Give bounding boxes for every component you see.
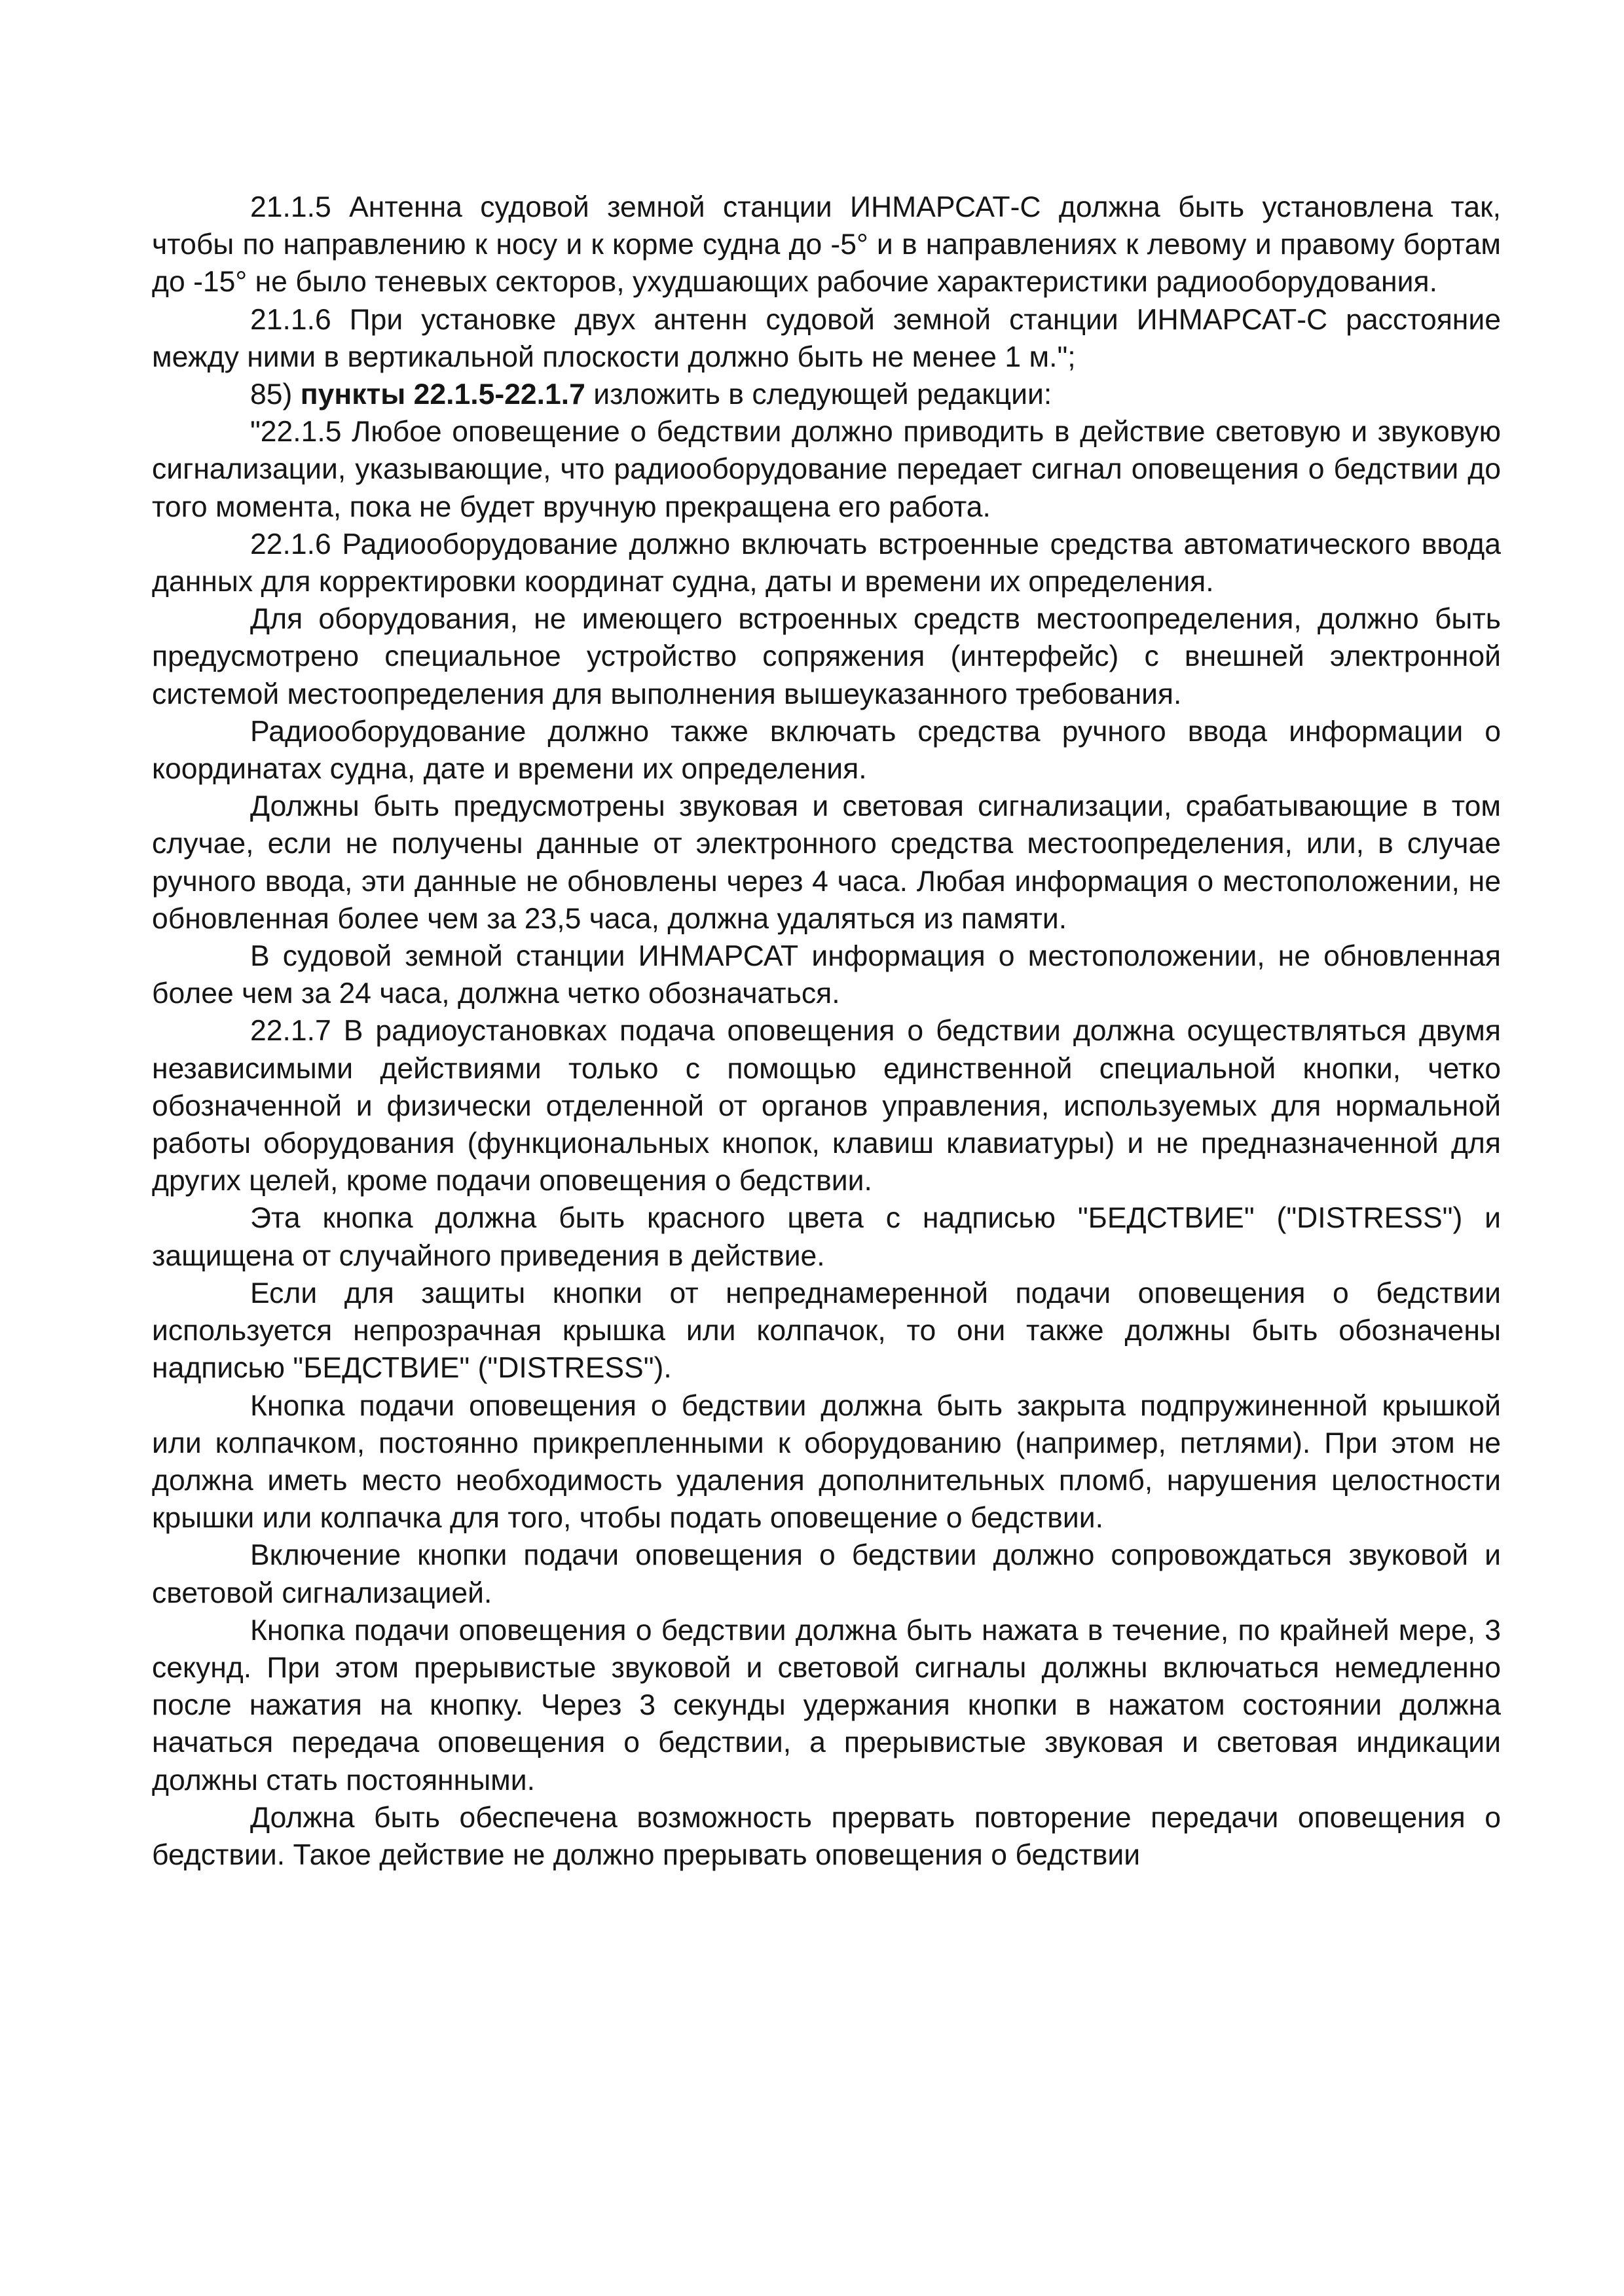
paragraph-inmarsat-position: В судовой земной станции ИНМАРСАТ информация о местоположении, не обновленная более чем за 24 часа, должна четко обозначаться. bbox=[152, 940, 1501, 1010]
paragraph-21-1-5: 21.1.5 Антенна судовой земной станции ИНМАРСАТ-С должна быть установлена так, чтобы по направлению к носу и к корме судна до -5° и в направлениях к левому и правому бортам до -15° не было теневых секторов, ухудшающих рабочие характеристики радиооборудования. bbox=[152, 191, 1501, 299]
amendment-85 bbox=[152, 376, 1501, 413]
opening-quote: " bbox=[250, 416, 261, 448]
paragraph-cover-label: Если для защиты кнопки от непреднамеренной подачи оповещения о бедствии используется непрозрачная крышка или колпачок, то они также должны быть обозначены надписью "БЕДСТВИЕ" ("DISTRESS"). bbox=[152, 1277, 1501, 1385]
paragraph-22-1-7: 22.1.7 В радиоустановках подача оповещения о бедствии должна осуществляться двумя независимыми действиями только с помощью единственной специальной кнопки, четко обозначенной и физически отделенной от органов управления, используемых для нормальной работы оборудования (функциональных кнопок, клавиш клавиатуры) и не предназначенной для других целей, кроме подачи оповещения о бедствии. bbox=[152, 1015, 1501, 1197]
paragraph-press-duration: Кнопка подачи оповещения о бедствии должна быть нажата в течение, по крайней мере, 3 секунд. При этом прерывистые звуковой и световой сигналы должны включаться немедленно после нажатия на кнопку. Через 3 секунды удержания кнопки в нажатом состоянии должна начаться передача оповещения о бедствии, а прерывистые звуковая и световая индикации должны стать постоянными. bbox=[152, 1614, 1501, 1796]
paragraph-red-button: Эта кнопка должна быть красного цвета с надписью "БЕДСТВИЕ" ("DISTRESS") и защищена от случайного приведения в действие. bbox=[152, 1202, 1501, 1272]
paragraph-21-1-6: 21.1.6 При установке двух антенн судовой земной станции ИНМАРСАТ-С расстояние между ними в вертикальной плоскости должно быть не менее 1 м."; bbox=[152, 303, 1501, 373]
amendment-instruction: изложить в следующей редакции: bbox=[593, 378, 1052, 411]
paragraph-manual-input: Радиооборудование должно также включать средства ручного ввода информации о координатах судна, дате и времени их определения. bbox=[152, 715, 1501, 786]
amendment-number: 85) bbox=[250, 378, 293, 411]
amendment-items-ref: пункты 22.1.5-22.1.7 bbox=[300, 378, 585, 411]
paragraph-22-1-5-text: 22.1.5 Любое оповещение о бедствии должно приводить в действие световую и звуковую сигнализации, указывающие, что радиооборудование передает сигнал оповещения о бедствии до того момента, пока не будет вручную прекращена его работа. bbox=[152, 416, 1501, 523]
paragraph-signalling-update: Должны быть предусмотрены звуковая и световая сигнализации, срабатывающие в том случае, если не получены данные от электронного средства местоопределения, или, в случае ручного ввода, эти данные не обновлены через 4 часа. Любая информация о местоположении, не обновленная более чем за 23,5 часа, должна удаляться из памяти. bbox=[152, 790, 1501, 935]
paragraph-22-1-5 bbox=[152, 413, 1501, 526]
paragraph-spring-cover: Кнопка подачи оповещения о бедствии должна быть закрыта подпружиненной крышкой или колпачком, постоянно прикрепленными к оборудованию (например, петлями). При этом не должна иметь место необходимость удаления дополнительных пломб, нарушения целостности крышки или колпачка для того, чтобы подать оповещение о бедствии. bbox=[152, 1389, 1501, 1535]
document-page bbox=[152, 189, 1501, 1874]
paragraph-button-signal: Включение кнопки подачи оповещения о бедствии должно сопровождаться звуковой и световой сигнализацией. bbox=[152, 1539, 1501, 1609]
paragraph-interface: Для оборудования, не имеющего встроенных средств местоопределения, должно быть предусмотрено специальное устройство сопряжения (интерфейс) с внешней электронной системой местоопределения для выполнения вышеуказанного требования. bbox=[152, 603, 1501, 710]
paragraph-interrupt-repeat: Должна быть обеспечена возможность прервать повторение передачи оповещения о бедствии. Такое действие не должно прерывать оповещения о бедствии bbox=[152, 1801, 1501, 1871]
paragraph-22-1-6: 22.1.6 Радиооборудование должно включать встроенные средства автоматического ввода данных для корректировки координат судна, даты и времени их определения. bbox=[152, 528, 1501, 598]
